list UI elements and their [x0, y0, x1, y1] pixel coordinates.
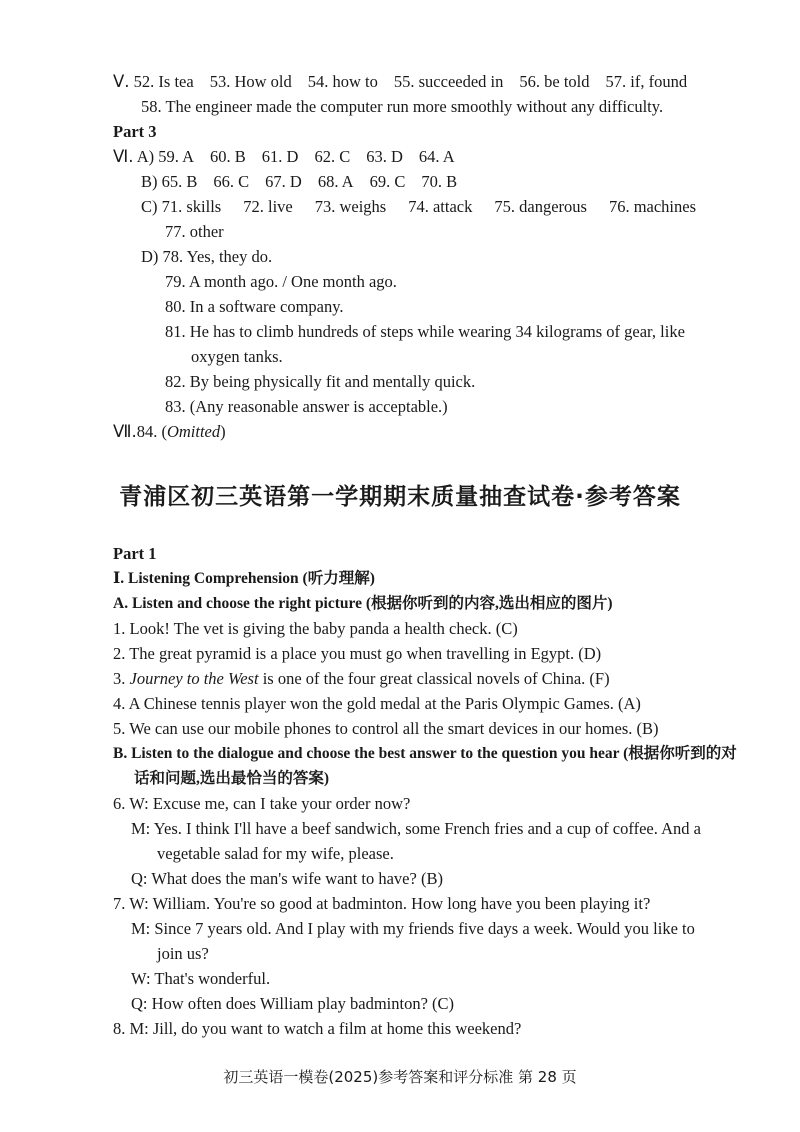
section6-D-line	[141, 246, 272, 268]
dialogue-7-w2: W: That's wonderful.	[131, 969, 271, 988]
answer-56: 56. be told	[519, 72, 590, 91]
answer-79: 79. A month ago. / One month ago.	[165, 272, 397, 291]
answer-83: 83. (Any reasonable answer is acceptable.)	[165, 397, 448, 416]
answer-84-omitted: Omitted	[166, 422, 221, 441]
section7-numeral: Ⅶ.	[113, 422, 137, 441]
answer-64: 64. A	[418, 147, 455, 166]
answer-81: 81. He has to climb hundreds of steps while wearing 34 kilograms of gear, like	[165, 322, 685, 341]
section1-B-title: B. Listen to the dialogue and choose the best answer to the question you hear (根据你听到的对	[113, 745, 737, 762]
dialogue-6-w: 6. W: Excuse me, can I take your order now?	[113, 794, 411, 813]
listening-item-3	[113, 668, 610, 690]
listening-item-3-rest: is one of the four great classical novels of China. (F)	[258, 669, 610, 688]
dialogue-6-q: Q: What does the man's wife want to have? (B)	[131, 869, 443, 888]
answer-72: 72. live	[243, 197, 293, 216]
answer-59: 59. A	[158, 147, 194, 166]
answer-68: 68. A	[317, 172, 354, 191]
answer-67: 67. D	[265, 172, 302, 191]
section6-B-label: B)	[141, 172, 158, 191]
dialogue-7-w: 7. W: William. You're so good at badminton. How long have you been playing it?	[113, 894, 651, 913]
page-title: 青浦区初三英语第一学期期末质量抽查试卷·参考答案	[119, 484, 681, 510]
answer-84-suffix: )	[220, 422, 226, 441]
dialogue-8-m: 8. M: Jill, do you want to watch a film at home this weekend?	[113, 1019, 522, 1038]
answer-66: 66. C	[213, 172, 250, 191]
listening-item-2: 2. The great pyramid is a place you must go when travelling in Egypt. (D)	[113, 644, 602, 663]
book-title: Journey to the West	[129, 669, 259, 688]
section1-A-title: A. Listen and choose the right picture (根据你听到的内容,选出相应的图片)	[113, 595, 613, 612]
section1-title: Ⅰ. Listening Comprehension (听力理解)	[113, 570, 375, 587]
dialogue-7-q: Q: How often does William play badminton? (C)	[131, 994, 455, 1013]
answer-71: 71. skills	[161, 197, 222, 216]
answer-81-cont: oxygen tanks.	[191, 347, 283, 366]
dialogue-6-m-cont: vegetable salad for my wife, please.	[157, 844, 394, 863]
answer-60: 60. B	[210, 147, 246, 166]
part1-label: Part 1	[113, 544, 157, 563]
dialogue-6-m: M: Yes. I think I'll have a beef sandwich, some French fries and a cup of coffee. And a	[131, 819, 701, 838]
answer-76: 76. machines	[608, 197, 697, 216]
section6-A-label: A)	[136, 147, 155, 166]
answer-80: 80. In a software company.	[165, 297, 344, 316]
section5-line	[113, 71, 687, 93]
answer-74: 74. attack	[408, 197, 473, 216]
answer-70: 70. B	[421, 172, 458, 191]
page-footer: 初三英语一模卷(2025)参考答案和评分标准 第 28 页	[223, 1068, 577, 1086]
section6-A-line	[113, 146, 455, 168]
answer-78: 78. Yes, they do.	[162, 247, 273, 266]
section6-D-label: D)	[141, 247, 159, 266]
section6-C-label: C)	[141, 197, 158, 216]
section7-line	[113, 421, 226, 443]
answer-84-prefix: 84. (	[136, 422, 167, 441]
answer-62: 62. C	[314, 147, 351, 166]
answer-57: 57. if, found	[605, 72, 688, 91]
answer-73: 73. weighs	[314, 197, 387, 216]
answer-69: 69. C	[369, 172, 406, 191]
answer-63: 63. D	[366, 147, 403, 166]
answer-53: 53. How old	[209, 72, 292, 91]
answer-75: 75. dangerous	[494, 197, 587, 216]
section5-numeral: Ⅴ.	[113, 72, 130, 91]
answer-54: 54. how to	[307, 72, 378, 91]
answer-65: 65. B	[161, 172, 198, 191]
section1-B-title-cont: 话和问题,选出最恰当的答案)	[134, 770, 330, 787]
dialogue-7-m: M: Since 7 years old. And I play with my friends five days a week. Would you like to	[131, 919, 695, 938]
listening-item-3-num: 3.	[113, 669, 130, 688]
dialogue-7-m-cont: join us?	[157, 944, 209, 963]
section6-numeral: Ⅵ.	[113, 147, 134, 166]
answer-77: 77. other	[165, 222, 224, 241]
section6-C-line	[141, 196, 696, 218]
listening-item-1: 1. Look! The vet is giving the baby panda a health check. (C)	[113, 619, 518, 638]
answer-52: 52. Is tea	[133, 72, 194, 91]
section6-B-line	[141, 171, 457, 193]
listening-item-4: 4. A Chinese tennis player won the gold medal at the Paris Olympic Games. (A)	[113, 694, 641, 713]
answer-82: 82. By being physically fit and mentally quick.	[165, 372, 476, 391]
answer-58: 58. The engineer made the computer run more smoothly without any difficulty.	[141, 97, 664, 116]
part3-label: Part 3	[113, 122, 157, 141]
answer-61: 61. D	[261, 147, 299, 166]
listening-item-5: 5. We can use our mobile phones to control all the smart devices in our homes. (B)	[113, 719, 659, 738]
answer-55: 55. succeeded in	[393, 72, 504, 91]
